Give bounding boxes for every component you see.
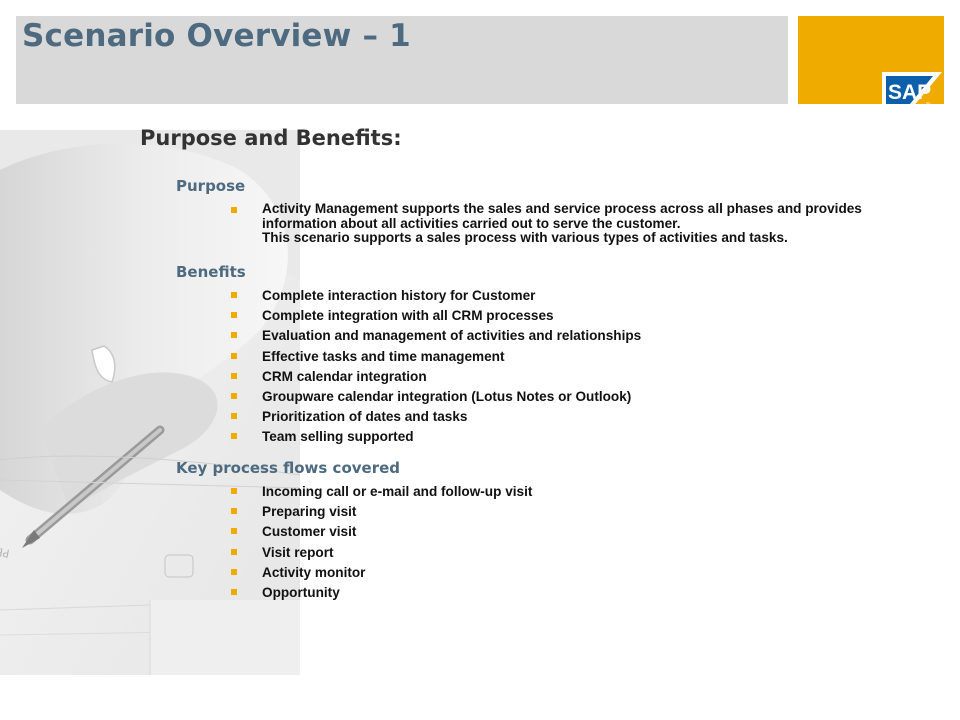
list-item: Groupware calendar integration (Lotus Notes or Outlook) — [230, 388, 910, 408]
svg-text:®: ® — [926, 103, 931, 109]
list-item: Activity monitor — [230, 564, 910, 584]
page-title: Scenario Overview – 1 — [22, 18, 411, 54]
purpose-list — [230, 202, 910, 246]
flows-heading: Key process flows covered — [176, 459, 401, 477]
list-item: Prioritization of dates and tasks — [230, 408, 910, 428]
list-item: Customer visit — [230, 523, 910, 543]
bullet-square-icon — [231, 488, 237, 494]
bullet-square-icon — [231, 569, 237, 575]
list-item: Evaluation and management of activities and relationships — [230, 327, 910, 347]
list-item: Team selling supported — [230, 428, 910, 448]
list-item: Opportunity — [230, 584, 910, 604]
benefits-heading: Benefits — [176, 263, 246, 281]
bullet-square-icon — [231, 312, 237, 318]
list-item: CRM calendar integration — [230, 368, 910, 388]
purpose-heading: Purpose — [176, 177, 246, 195]
list-item: Preparing visit — [230, 503, 910, 523]
list-item: Visit report — [230, 544, 910, 564]
list-item: Complete interaction history for Customer — [230, 287, 910, 307]
bullet-square-icon — [231, 393, 237, 399]
bullet-square-icon — [231, 549, 237, 555]
bullet-square-icon — [231, 373, 237, 379]
bullet-square-icon — [231, 207, 237, 213]
section-subtitle: Purpose and Benefits: — [140, 126, 402, 150]
bullet-square-icon — [231, 528, 237, 534]
benefits-list — [230, 287, 910, 449]
bullet-square-icon — [231, 292, 237, 298]
sap-logo-text: SAP — [888, 81, 932, 104]
bullet-square-icon — [231, 332, 237, 338]
bullet-square-icon — [231, 413, 237, 419]
list-item: Activity Management supports the sales and service process across all phases and provides information about all activities carried out to serve the customer. This scenario supports a sales process with various types of activities and tasks. — [230, 202, 910, 246]
list-item: Incoming call or e-mail and follow-up visit — [230, 483, 910, 503]
list-item: Complete integration with all CRM processes — [230, 307, 910, 327]
bullet-square-icon — [231, 589, 237, 595]
flows-list — [230, 483, 910, 604]
bullet-square-icon — [231, 508, 237, 514]
list-item: Effective tasks and time management — [230, 348, 910, 368]
bullet-square-icon — [231, 433, 237, 439]
bullet-square-icon — [231, 353, 237, 359]
